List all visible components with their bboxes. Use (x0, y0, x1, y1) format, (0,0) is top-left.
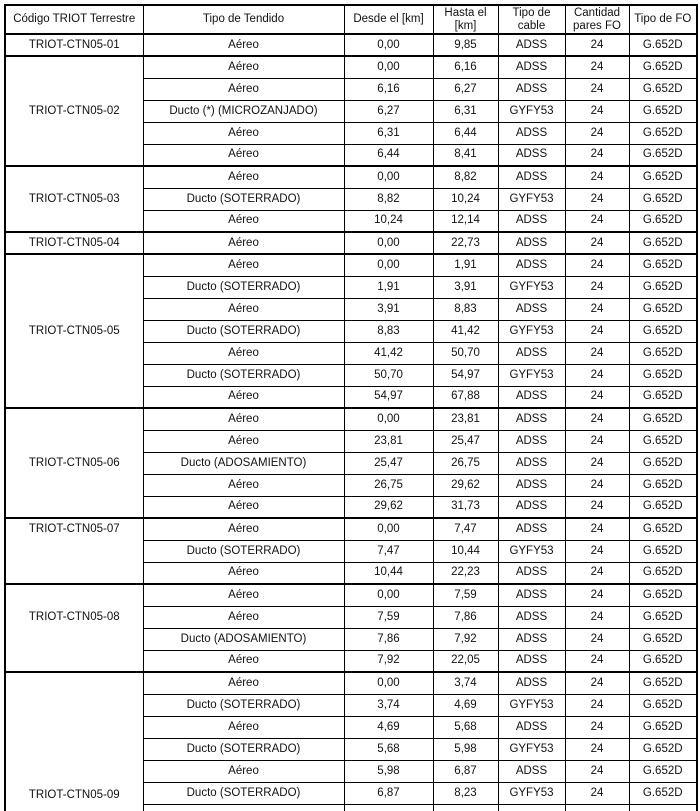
code-cell (5, 254, 143, 408)
desde-cell: 10,24 (344, 210, 433, 232)
table-row (5, 672, 697, 694)
pares-cell: 24 (565, 716, 629, 738)
hasta-cell: 22,23 (433, 562, 498, 584)
hasta-cell: 6,31 (433, 100, 498, 122)
code-cell (5, 672, 143, 811)
fo-cell: G.652D (629, 430, 697, 452)
hasta-cell: 29,62 (433, 474, 498, 496)
cable-cell: GYFY53 (498, 320, 565, 342)
tendido-cell: Aéreo (143, 122, 344, 144)
pares-cell: 24 (565, 518, 629, 540)
tendido-cell: Ducto (SOTERRADO) (143, 694, 344, 716)
hasta-cell: 10,24 (433, 188, 498, 210)
tendido-cell: Aéreo (143, 584, 344, 606)
desde-cell: 10,44 (344, 562, 433, 584)
fo-cell: G.652D (629, 562, 697, 584)
fo-cell: G.652D (629, 782, 697, 804)
cable-cell: ADSS (498, 430, 565, 452)
tendido-cell: Aéreo (143, 386, 344, 408)
hasta-cell: 26,75 (433, 452, 498, 474)
header-row (5, 5, 697, 34)
fo-cell: G.652D (629, 100, 697, 122)
tendido-cell: Ducto (SOTERRADO) (143, 188, 344, 210)
desde-cell: 50,70 (344, 364, 433, 386)
hasta-cell: 41,42 (433, 320, 498, 342)
tendido-cell: Aéreo (143, 34, 344, 56)
hasta-cell: 5,98 (433, 738, 498, 760)
cable-cell: ADSS (498, 584, 565, 606)
fo-cell: G.652D (629, 232, 697, 254)
pares-cell: 24 (565, 562, 629, 584)
pares-cell: 24 (565, 628, 629, 650)
pares-cell: 24 (565, 210, 629, 232)
fiber-segments-table (4, 4, 698, 811)
pares-cell: 24 (565, 474, 629, 496)
hasta-cell: 8,83 (433, 298, 498, 320)
clipped-cell (344, 804, 433, 811)
group-code: TRIOT-CTN05-04 (28, 236, 120, 249)
fo-cell: G.652D (629, 364, 697, 386)
pares-cell: 24 (565, 166, 629, 188)
fo-cell: G.652D (629, 320, 697, 342)
cable-cell: ADSS (498, 144, 565, 166)
pares-cell: 24 (565, 144, 629, 166)
tendido-cell: Ducto (SOTERRADO) (143, 738, 344, 760)
pares-cell: 24 (565, 650, 629, 672)
desde-cell: 3,74 (344, 694, 433, 716)
pares-cell: 24 (565, 782, 629, 804)
code-cell (5, 34, 143, 56)
fo-cell: G.652D (629, 408, 697, 430)
group-code: TRIOT-CTN05-06 (28, 456, 120, 469)
desde-cell: 29,62 (344, 496, 433, 518)
fo-cell: G.652D (629, 386, 697, 408)
column-header-tipo-tendido: Tipo de Tendido (143, 5, 344, 34)
pares-cell: 24 (565, 606, 629, 628)
tendido-cell: Ducto (SOTERRADO) (143, 364, 344, 386)
fo-cell: G.652D (629, 56, 697, 78)
cable-cell: ADSS (498, 650, 565, 672)
tendido-cell: Aéreo (143, 496, 344, 518)
code-cell (5, 584, 143, 672)
cable-cell: ADSS (498, 342, 565, 364)
tendido-cell: Ducto (SOTERRADO) (143, 782, 344, 804)
tendido-cell: Aéreo (143, 430, 344, 452)
hasta-cell: 6,44 (433, 122, 498, 144)
hasta-cell: 23,81 (433, 408, 498, 430)
table-row (5, 232, 697, 254)
table-row (5, 254, 697, 276)
fo-cell: G.652D (629, 34, 697, 56)
fo-cell: G.652D (629, 144, 697, 166)
clipped-cell (629, 804, 697, 811)
fo-cell: G.652D (629, 672, 697, 694)
group-code: TRIOT-CTN05-02 (28, 104, 120, 117)
cable-cell: ADSS (498, 474, 565, 496)
desde-cell: 7,86 (344, 628, 433, 650)
tendido-cell: Ducto (*) (MICROZANJADO) (143, 100, 344, 122)
desde-cell: 8,82 (344, 188, 433, 210)
pares-cell: 24 (565, 122, 629, 144)
cable-cell: ADSS (498, 518, 565, 540)
group-code: TRIOT-CTN05-09 (28, 789, 120, 801)
desde-cell: 6,87 (344, 782, 433, 804)
tendido-cell: Aéreo (143, 672, 344, 694)
clipped-cell (498, 804, 565, 811)
cable-cell: ADSS (498, 56, 565, 78)
pares-cell: 24 (565, 386, 629, 408)
desde-cell: 6,16 (344, 78, 433, 100)
tendido-cell: Aéreo (143, 78, 344, 100)
cable-cell: GYFY53 (498, 540, 565, 562)
table-header (5, 5, 697, 34)
desde-cell: 0,00 (344, 166, 433, 188)
tendido-cell: Aéreo (143, 56, 344, 78)
table-row (5, 408, 697, 430)
tendido-cell: Aéreo (143, 342, 344, 364)
pares-cell: 24 (565, 232, 629, 254)
group-code: TRIOT-CTN05-01 (28, 38, 120, 51)
tendido-cell: Aéreo (143, 298, 344, 320)
hasta-cell: 22,05 (433, 650, 498, 672)
hasta-cell: 22,73 (433, 232, 498, 254)
pares-cell: 24 (565, 56, 629, 78)
tendido-cell: Aéreo (143, 474, 344, 496)
desde-cell: 6,44 (344, 144, 433, 166)
pares-cell: 24 (565, 320, 629, 342)
fo-cell: G.652D (629, 122, 697, 144)
cable-cell: ADSS (498, 562, 565, 584)
pares-cell: 24 (565, 34, 629, 56)
tendido-cell: Aéreo (143, 408, 344, 430)
cable-cell: GYFY53 (498, 188, 565, 210)
tendido-cell: Aéreo (143, 144, 344, 166)
clipped-cell (565, 804, 629, 811)
code-cell (5, 518, 143, 584)
hasta-cell: 3,74 (433, 672, 498, 694)
cable-cell: GYFY53 (498, 364, 565, 386)
desde-cell: 26,75 (344, 474, 433, 496)
fo-cell: G.652D (629, 78, 697, 100)
clipped-cell (433, 804, 498, 811)
tendido-cell: Ducto (SOTERRADO) (143, 320, 344, 342)
table-row (5, 584, 697, 606)
hasta-cell: 5,68 (433, 716, 498, 738)
pares-cell: 24 (565, 584, 629, 606)
desde-cell: 3,91 (344, 298, 433, 320)
fo-cell: G.652D (629, 518, 697, 540)
desde-cell: 6,31 (344, 122, 433, 144)
cable-cell: ADSS (498, 716, 565, 738)
column-header-tipo-fo: Tipo de FO (629, 5, 697, 34)
hasta-cell: 31,73 (433, 496, 498, 518)
fo-cell: G.652D (629, 496, 697, 518)
tendido-cell: Ducto (SOTERRADO) (143, 540, 344, 562)
desde-cell: 8,83 (344, 320, 433, 342)
hasta-cell: 8,41 (433, 144, 498, 166)
cable-cell: ADSS (498, 496, 565, 518)
hasta-cell: 10,44 (433, 540, 498, 562)
column-header-tipo-cable: Tipo de cable (498, 5, 565, 34)
cable-cell: GYFY53 (498, 738, 565, 760)
hasta-cell: 9,85 (433, 34, 498, 56)
cable-cell: ADSS (498, 606, 565, 628)
desde-cell: 0,00 (344, 672, 433, 694)
pares-cell: 24 (565, 100, 629, 122)
desde-cell: 0,00 (344, 56, 433, 78)
fo-cell: G.652D (629, 540, 697, 562)
clipped-cell (143, 804, 344, 811)
hasta-cell: 8,82 (433, 166, 498, 188)
cable-cell: ADSS (498, 408, 565, 430)
desde-cell: 5,68 (344, 738, 433, 760)
code-cell (5, 56, 143, 166)
hasta-cell: 12,14 (433, 210, 498, 232)
tendido-cell: Aéreo (143, 606, 344, 628)
hasta-cell: 54,97 (433, 364, 498, 386)
tendido-cell: Aéreo (143, 254, 344, 276)
desde-cell: 7,59 (344, 606, 433, 628)
fo-cell: G.652D (629, 188, 697, 210)
cable-cell: ADSS (498, 254, 565, 276)
desde-cell: 0,00 (344, 232, 433, 254)
desde-cell: 5,98 (344, 760, 433, 782)
cable-cell: ADSS (498, 628, 565, 650)
tendido-cell: Aéreo (143, 760, 344, 782)
fo-cell: G.652D (629, 276, 697, 298)
fo-cell: G.652D (629, 760, 697, 782)
desde-cell: 0,00 (344, 408, 433, 430)
hasta-cell: 6,16 (433, 56, 498, 78)
hasta-cell: 6,87 (433, 760, 498, 782)
desde-cell: 6,27 (344, 100, 433, 122)
tendido-cell: Ducto (ADOSAMIENTO) (143, 628, 344, 650)
fo-cell: G.652D (629, 694, 697, 716)
pares-cell: 24 (565, 672, 629, 694)
group-code: TRIOT-CTN05-08 (28, 610, 120, 623)
hasta-cell: 7,86 (433, 606, 498, 628)
cable-cell: GYFY53 (498, 276, 565, 298)
cable-cell: GYFY53 (498, 100, 565, 122)
table-row (5, 518, 697, 540)
fo-cell: G.652D (629, 210, 697, 232)
tendido-cell: Aéreo (143, 716, 344, 738)
pares-cell: 24 (565, 430, 629, 452)
column-header-cantidad-pares: Cantidad pares FO (565, 5, 629, 34)
hasta-cell: 8,23 (433, 782, 498, 804)
desde-cell: 41,42 (344, 342, 433, 364)
cable-cell: ADSS (498, 672, 565, 694)
fo-cell: G.652D (629, 584, 697, 606)
column-header-codigo: Código TRIOT Terrestre (5, 5, 143, 34)
pares-cell: 24 (565, 364, 629, 386)
cable-cell: ADSS (498, 34, 565, 56)
desde-cell: 7,47 (344, 540, 433, 562)
desde-cell: 25,47 (344, 452, 433, 474)
table-body (5, 34, 697, 811)
pares-cell: 24 (565, 254, 629, 276)
code-cell (5, 166, 143, 232)
cable-cell: ADSS (498, 78, 565, 100)
hasta-cell: 4,69 (433, 694, 498, 716)
group-code: TRIOT-CTN05-03 (28, 192, 120, 205)
fo-cell: G.652D (629, 606, 697, 628)
pares-cell: 24 (565, 694, 629, 716)
desde-cell: 54,97 (344, 386, 433, 408)
desde-cell: 1,91 (344, 276, 433, 298)
tendido-cell: Aéreo (143, 166, 344, 188)
column-header-hasta: Hasta el [km] (433, 5, 498, 34)
pares-cell: 24 (565, 78, 629, 100)
tendido-cell: Aéreo (143, 650, 344, 672)
table-row (5, 166, 697, 188)
cable-cell: ADSS (498, 386, 565, 408)
desde-cell: 4,69 (344, 716, 433, 738)
desde-cell: 0,00 (344, 584, 433, 606)
fo-cell: G.652D (629, 452, 697, 474)
pares-cell: 24 (565, 760, 629, 782)
pares-cell: 24 (565, 452, 629, 474)
fo-cell: G.652D (629, 342, 697, 364)
hasta-cell: 25,47 (433, 430, 498, 452)
tendido-cell: Aéreo (143, 518, 344, 540)
fo-cell: G.652D (629, 716, 697, 738)
group-code: TRIOT-CTN05-07 (28, 523, 120, 535)
pares-cell: 24 (565, 298, 629, 320)
pares-cell: 24 (565, 540, 629, 562)
hasta-cell: 6,27 (433, 78, 498, 100)
table-row (5, 56, 697, 78)
column-header-desde: Desde el [km] (344, 5, 433, 34)
tendido-cell: Ducto (SOTERRADO) (143, 276, 344, 298)
hasta-cell: 7,47 (433, 518, 498, 540)
hasta-cell: 7,92 (433, 628, 498, 650)
group-code: TRIOT-CTN05-05 (28, 324, 120, 337)
code-cell (5, 408, 143, 518)
pares-cell: 24 (565, 188, 629, 210)
desde-cell: 0,00 (344, 254, 433, 276)
hasta-cell: 1,91 (433, 254, 498, 276)
fo-cell: G.652D (629, 738, 697, 760)
pares-cell: 24 (565, 342, 629, 364)
tendido-cell: Aéreo (143, 232, 344, 254)
desde-cell: 0,00 (344, 34, 433, 56)
fo-cell: G.652D (629, 254, 697, 276)
pares-cell: 24 (565, 276, 629, 298)
hasta-cell: 3,91 (433, 276, 498, 298)
hasta-cell: 67,88 (433, 386, 498, 408)
fo-cell: G.652D (629, 166, 697, 188)
cable-cell: ADSS (498, 166, 565, 188)
desde-cell: 0,00 (344, 518, 433, 540)
tendido-cell: Aéreo (143, 562, 344, 584)
cable-cell: ADSS (498, 122, 565, 144)
cable-cell: ADSS (498, 232, 565, 254)
pares-cell: 24 (565, 408, 629, 430)
hasta-cell: 7,59 (433, 584, 498, 606)
cable-cell: GYFY53 (498, 694, 565, 716)
cable-cell: GYFY53 (498, 782, 565, 804)
desde-cell: 7,92 (344, 650, 433, 672)
tendido-cell: Aéreo (143, 210, 344, 232)
cable-cell: ADSS (498, 760, 565, 782)
pares-cell: 24 (565, 496, 629, 518)
pares-cell: 24 (565, 738, 629, 760)
cable-cell: ADSS (498, 298, 565, 320)
fo-cell: G.652D (629, 650, 697, 672)
table-row (5, 34, 697, 56)
fo-cell: G.652D (629, 628, 697, 650)
hasta-cell: 50,70 (433, 342, 498, 364)
fo-cell: G.652D (629, 298, 697, 320)
cable-cell: ADSS (498, 452, 565, 474)
code-cell (5, 232, 143, 254)
tendido-cell: Ducto (ADOSAMIENTO) (143, 452, 344, 474)
cable-cell: ADSS (498, 210, 565, 232)
desde-cell: 23,81 (344, 430, 433, 452)
fo-cell: G.652D (629, 474, 697, 496)
